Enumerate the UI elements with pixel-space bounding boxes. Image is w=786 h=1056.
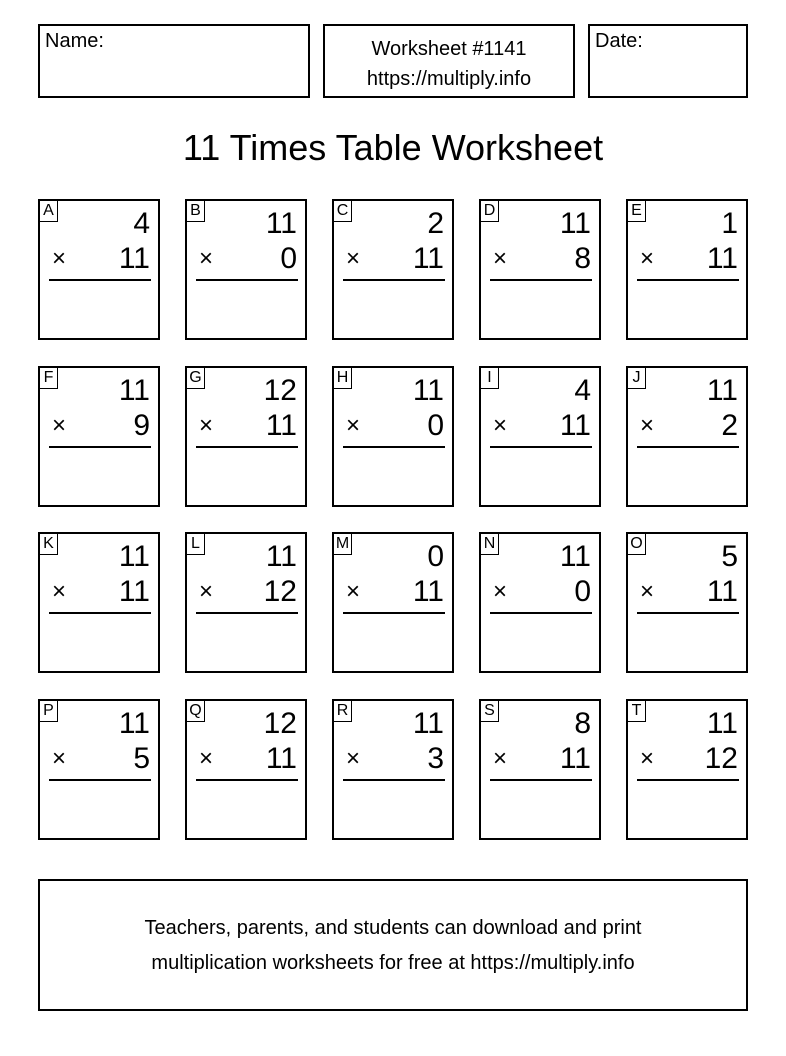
problem-card[interactable] [185,199,307,340]
answer-line [343,279,445,281]
worksheet-info-box [323,24,575,98]
multiply-sign: × [493,245,508,272]
multiplicand: 11 [412,707,444,740]
multiplier: 3 [427,742,444,775]
worksheet-url: https://multiply.info [366,68,532,90]
multiplier: 12 [704,742,738,775]
problem-card[interactable] [332,532,454,673]
problem-card[interactable] [38,699,160,840]
problem-letter: H [334,368,352,389]
multiplicand: 12 [263,707,297,740]
answer-line [637,779,739,781]
page-title: 11 Times Table Worksheet [182,127,604,168]
answer-line [49,279,151,281]
multiply-sign: × [199,578,214,605]
answer-line [490,279,592,281]
multiply-sign: × [640,745,655,772]
problem-letter: M [334,534,352,555]
multiplicand: 11 [118,707,150,740]
multiplicand: 11 [265,207,297,240]
multiplicand: 11 [412,374,444,407]
multiply-sign: × [640,578,655,605]
multiplicand: 4 [133,207,150,240]
multiply-sign: × [199,245,214,272]
multiplier: 0 [427,409,444,442]
multiply-sign: × [640,412,655,439]
multiplicand: 5 [721,540,738,573]
multiplicand: 11 [118,374,150,407]
multiplicand: 11 [559,540,591,573]
multiplicand: 4 [574,374,591,407]
date-label: Date: [595,30,643,52]
answer-line [490,779,592,781]
problem-card[interactable] [38,199,160,340]
problem-letter: N [481,534,499,555]
problem-letter: D [481,201,499,222]
multiplier: 11 [118,575,150,608]
multiply-sign: × [199,412,214,439]
multiply-sign: × [493,412,508,439]
footer-text-line-2: multiplication worksheets for free at https://multiply.info [151,952,635,974]
multiply-sign: × [199,745,214,772]
answer-line [196,279,298,281]
multiplier: 5 [133,742,150,775]
answer-line [343,446,445,448]
answer-line [637,279,739,281]
answer-line [49,779,151,781]
multiplier: 11 [118,242,150,275]
multiplicand: 2 [427,207,444,240]
problem-card[interactable] [626,532,748,673]
problem-letter: P [40,701,58,722]
answer-line [637,612,739,614]
problem-card[interactable] [185,532,307,673]
problem-card[interactable] [626,366,748,507]
multiply-sign: × [52,578,67,605]
answer-line [490,612,592,614]
problem-card[interactable] [332,699,454,840]
answer-line [343,779,445,781]
multiply-sign: × [493,578,508,605]
problem-card[interactable] [479,199,601,340]
answer-line [490,446,592,448]
multiplier: 11 [559,742,591,775]
multiplier: 11 [412,575,444,608]
problem-letter: C [334,201,352,222]
multiply-sign: × [346,745,361,772]
multiplicand: 1 [721,207,738,240]
multiply-sign: × [52,412,67,439]
problem-letter: S [481,701,499,722]
problem-letter: K [40,534,58,555]
problem-letter: T [628,701,646,722]
multiplicand: 11 [118,540,150,573]
multiplicand: 11 [706,707,738,740]
answer-line [196,446,298,448]
multiplicand: 11 [559,207,591,240]
multiplier: 8 [574,242,591,275]
problem-letter: E [628,201,646,222]
multiply-sign: × [346,578,361,605]
answer-line [49,446,151,448]
problem-card[interactable] [479,699,601,840]
multiply-sign: × [493,745,508,772]
problem-card[interactable] [626,699,748,840]
problem-letter: F [40,368,58,389]
problem-card[interactable] [479,366,601,507]
problem-letter: R [334,701,352,722]
problem-letter: A [40,201,58,222]
multiply-sign: × [52,745,67,772]
name-label: Name: [45,30,104,52]
multiplicand: 12 [263,374,297,407]
date-field-box[interactable] [588,24,748,98]
problem-card[interactable] [38,366,160,507]
problem-card[interactable] [332,366,454,507]
multiply-sign: × [346,245,361,272]
problem-letter: G [187,368,205,389]
multiplier: 11 [265,409,297,442]
problem-card[interactable] [479,532,601,673]
multiplicand: 11 [706,374,738,407]
name-field-box[interactable] [38,24,310,98]
problem-letter: B [187,201,205,222]
problem-letter: L [187,534,205,555]
multiplier: 0 [280,242,297,275]
multiplier: 11 [559,409,591,442]
problem-letter: O [628,534,646,555]
problem-card[interactable] [626,199,748,340]
answer-line [49,612,151,614]
problem-letter: Q [187,701,205,722]
multiplier: 11 [412,242,444,275]
multiplicand: 0 [427,540,444,573]
problem-card[interactable] [332,199,454,340]
multiply-sign: × [346,412,361,439]
answer-line [196,612,298,614]
multiplier: 11 [706,575,738,608]
problem-card[interactable] [38,532,160,673]
footer-box [38,879,748,1011]
problem-letter: J [628,368,646,389]
multiply-sign: × [640,245,655,272]
problem-card[interactable] [185,699,307,840]
multiplier: 0 [574,575,591,608]
multiplier: 12 [263,575,297,608]
answer-line [637,446,739,448]
multiplier: 2 [721,409,738,442]
problem-card[interactable] [185,366,307,507]
multiplier: 11 [706,242,738,275]
multiplicand: 8 [574,707,591,740]
multiplier: 9 [133,409,150,442]
answer-line [343,612,445,614]
footer-text-line-1: Teachers, parents, and students can download and print [144,917,642,939]
worksheet-number: Worksheet #1141 [371,38,527,60]
multiplicand: 11 [265,540,297,573]
multiply-sign: × [52,245,67,272]
multiplier: 11 [265,742,297,775]
answer-line [196,779,298,781]
problem-letter: I [481,368,499,389]
